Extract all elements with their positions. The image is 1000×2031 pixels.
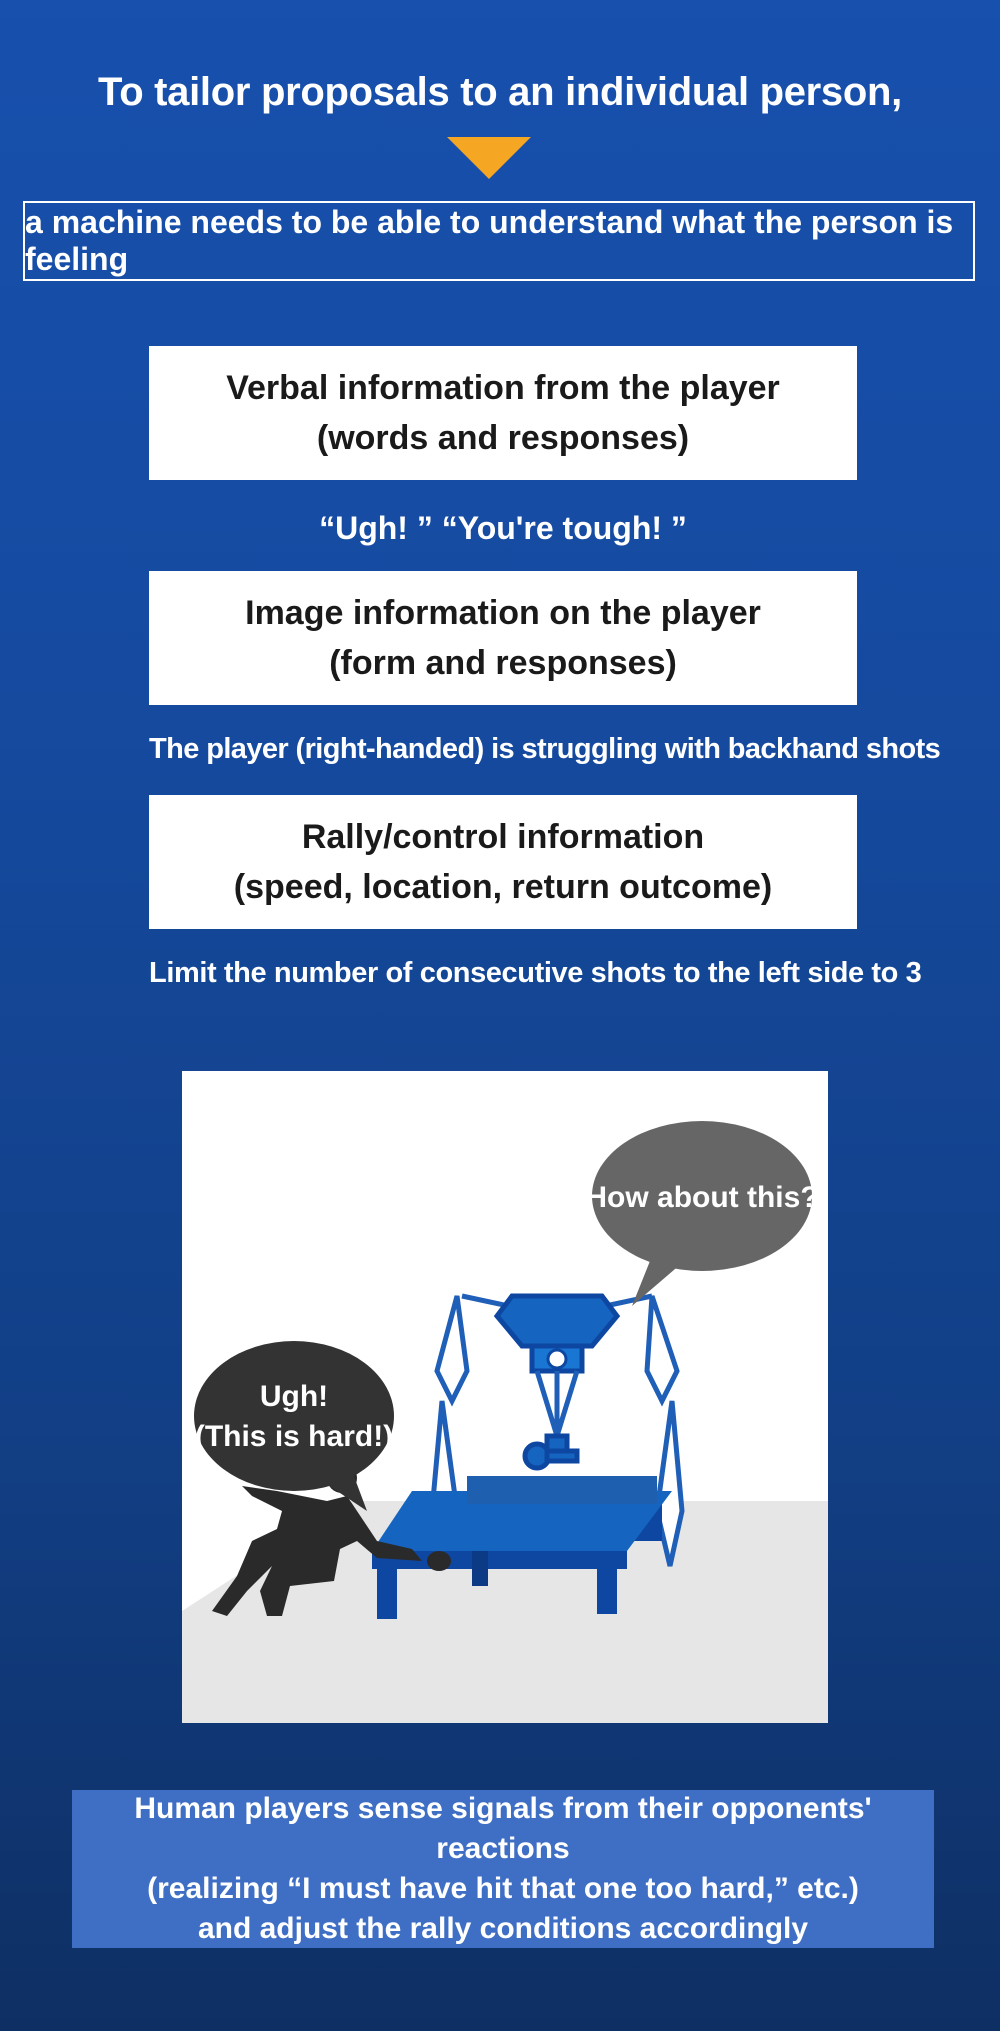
bottom-note: [72, 1790, 934, 1948]
bottom-note-line3: and adjust the rally conditions accordingly: [197, 1912, 809, 1945]
robot-table-tennis-illustration: [182, 1071, 828, 1723]
info-box-subtitle: (words and responses): [316, 419, 690, 457]
down-arrow-icon: [447, 137, 531, 179]
info-box-image: [149, 571, 857, 705]
robot-speech-bubble: [585, 1121, 818, 1306]
framed-statement: a machine needs to be able to understand what the person is feeling: [23, 201, 975, 281]
info-box-subtitle: (form and responses): [329, 644, 677, 682]
player-bubble-line1: Ugh!: [259, 1380, 329, 1413]
illustration: [182, 1071, 828, 1723]
player-speech-bubble: [194, 1341, 394, 1511]
info-box-verbal: [149, 346, 857, 480]
example-verbal: “Ugh! ” “You're tough! ”: [319, 510, 687, 546]
headline: To tailor proposals to an individual person,: [98, 70, 902, 114]
example-image: The player (right-handed) is struggling with backhand shots: [149, 733, 941, 765]
robot-bubble-text: How about this?: [585, 1181, 819, 1214]
info-box-title: Image information on the player: [245, 594, 761, 632]
info-box-title: Rally/control information: [301, 818, 705, 856]
bottom-note-line1: Human players sense signals from their opponents' reactions: [134, 1792, 872, 1865]
example-rally: Limit the number of consecutive shots to the left side to 3: [149, 957, 922, 989]
player-bubble-line2: (This is hard!): [194, 1420, 394, 1453]
bottom-note-line2: (realizing “I must have hit that one too hard,” etc.): [147, 1872, 859, 1905]
info-box-rally: [149, 795, 857, 929]
info-box-title: Verbal information from the player: [226, 369, 780, 407]
info-box-subtitle: (speed, location, return outcome): [233, 868, 773, 906]
